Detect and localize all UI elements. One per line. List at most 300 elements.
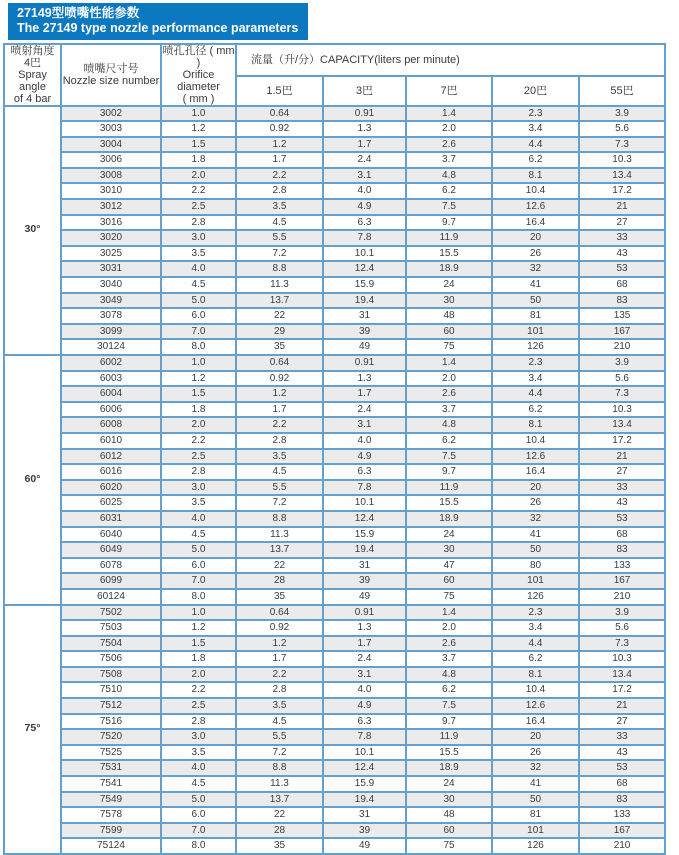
- capacity-value-cell: 75: [406, 339, 492, 355]
- capacity-value-cell: 26: [492, 745, 579, 761]
- table-row: [4, 417, 665, 433]
- table-row: [4, 106, 665, 122]
- capacity-value-cell: 41: [492, 277, 579, 293]
- capacity-value-cell: 7.5: [406, 449, 492, 465]
- nozzle-size-cell: 6003: [61, 371, 161, 387]
- nozzle-size-cell: 7549: [61, 792, 161, 808]
- capacity-value-cell: 50: [492, 792, 579, 808]
- orifice-diameter-cell: 3.0: [161, 480, 236, 496]
- capacity-value-cell: 39: [323, 324, 406, 340]
- capacity-value-cell: 1.7: [236, 402, 323, 418]
- table-row: [4, 183, 665, 199]
- orifice-diameter-cell: 6.0: [161, 558, 236, 574]
- capacity-value-cell: 6.3: [323, 215, 406, 231]
- table-row: [4, 729, 665, 745]
- header-pressure-3bar: 3巴: [323, 76, 406, 106]
- table-row: [4, 714, 665, 730]
- capacity-value-cell: 17.2: [579, 682, 665, 698]
- table-row: [4, 527, 665, 543]
- capacity-value-cell: 33: [579, 480, 665, 496]
- capacity-value-cell: 43: [579, 745, 665, 761]
- capacity-value-cell: 48: [406, 308, 492, 324]
- orifice-diameter-cell: 7.0: [161, 823, 236, 839]
- capacity-value-cell: 13.7: [236, 542, 323, 558]
- capacity-value-cell: 15.5: [406, 495, 492, 511]
- orifice-diameter-cell: 2.0: [161, 168, 236, 184]
- nozzle-size-cell: 7502: [61, 605, 161, 621]
- page-title: [8, 3, 308, 40]
- table-row: [4, 698, 665, 714]
- capacity-value-cell: 0.92: [236, 371, 323, 387]
- capacity-value-cell: 2.4: [323, 651, 406, 667]
- capacity-value-cell: 2.4: [323, 402, 406, 418]
- capacity-value-cell: 1.7: [323, 636, 406, 652]
- table-row: [4, 199, 665, 215]
- table-row: [4, 464, 665, 480]
- nozzle-size-cell: 30124: [61, 339, 161, 355]
- nozzle-size-cell: 6078: [61, 558, 161, 574]
- capacity-value-cell: 4.0: [323, 682, 406, 698]
- capacity-value-cell: 39: [323, 823, 406, 839]
- capacity-value-cell: 126: [492, 589, 579, 605]
- header-pressure-7bar: 7巴: [406, 76, 492, 106]
- orifice-diameter-cell: 1.5: [161, 386, 236, 402]
- capacity-value-cell: 2.3: [492, 355, 579, 371]
- table-row: [4, 792, 665, 808]
- nozzle-size-cell: 7516: [61, 714, 161, 730]
- capacity-value-cell: 2.8: [236, 433, 323, 449]
- page-title-cn: 27149型喷嘴性能参数: [17, 6, 298, 21]
- table-row: [4, 277, 665, 293]
- nozzle-size-cell: 3003: [61, 121, 161, 137]
- capacity-value-cell: 1.3: [323, 371, 406, 387]
- header-spray-angle: 喷射角度 4巴 Spray angle of 4 bar: [4, 44, 61, 106]
- table-row: [4, 449, 665, 465]
- table-row: [4, 480, 665, 496]
- capacity-value-cell: 75: [406, 589, 492, 605]
- table-header: [4, 44, 665, 106]
- capacity-value-cell: 1.7: [323, 386, 406, 402]
- capacity-value-cell: 11.9: [406, 230, 492, 246]
- capacity-value-cell: 1.2: [236, 636, 323, 652]
- capacity-value-cell: 7.2: [236, 745, 323, 761]
- table-row: [4, 745, 665, 761]
- capacity-value-cell: 2.8: [236, 682, 323, 698]
- capacity-value-cell: 18.9: [406, 261, 492, 277]
- capacity-value-cell: 32: [492, 511, 579, 527]
- capacity-value-cell: 210: [579, 838, 665, 854]
- table-row: [4, 152, 665, 168]
- capacity-value-cell: 0.91: [323, 106, 406, 122]
- capacity-value-cell: 27: [579, 215, 665, 231]
- capacity-value-cell: 5.5: [236, 729, 323, 745]
- capacity-value-cell: 41: [492, 776, 579, 792]
- capacity-value-cell: 68: [579, 527, 665, 543]
- nozzle-size-cell: 7599: [61, 823, 161, 839]
- capacity-value-cell: 16.4: [492, 464, 579, 480]
- page-title-en: The 27149 type nozzle performance parameters: [17, 21, 298, 36]
- capacity-value-cell: 1.4: [406, 605, 492, 621]
- capacity-value-cell: 7.3: [579, 386, 665, 402]
- capacity-value-cell: 3.1: [323, 168, 406, 184]
- capacity-value-cell: 7.3: [579, 137, 665, 153]
- nozzle-size-cell: 7504: [61, 636, 161, 652]
- capacity-value-cell: 4.5: [236, 714, 323, 730]
- capacity-value-cell: 53: [579, 760, 665, 776]
- capacity-value-cell: 4.8: [406, 417, 492, 433]
- capacity-value-cell: 12.4: [323, 261, 406, 277]
- capacity-value-cell: 1.4: [406, 106, 492, 122]
- capacity-value-cell: 11.3: [236, 277, 323, 293]
- table-row: [4, 589, 665, 605]
- capacity-value-cell: 4.5: [236, 215, 323, 231]
- capacity-value-cell: 53: [579, 511, 665, 527]
- table-row: [4, 386, 665, 402]
- nozzle-size-cell: 3016: [61, 215, 161, 231]
- nozzle-size-cell: 6012: [61, 449, 161, 465]
- capacity-value-cell: 16.4: [492, 215, 579, 231]
- orifice-diameter-cell: 4.5: [161, 277, 236, 293]
- orifice-diameter-cell: 2.2: [161, 183, 236, 199]
- nozzle-size-cell: 6006: [61, 402, 161, 418]
- capacity-value-cell: 49: [323, 339, 406, 355]
- nozzle-size-cell: 7578: [61, 807, 161, 823]
- capacity-value-cell: 3.9: [579, 605, 665, 621]
- table-row: [4, 807, 665, 823]
- nozzle-size-cell: 3078: [61, 308, 161, 324]
- orifice-diameter-cell: 4.0: [161, 261, 236, 277]
- capacity-value-cell: 13.4: [579, 667, 665, 683]
- table-row: [4, 620, 665, 636]
- capacity-value-cell: 26: [492, 246, 579, 262]
- table-row: [4, 823, 665, 839]
- nozzle-size-cell: 3010: [61, 183, 161, 199]
- capacity-value-cell: 19.4: [323, 542, 406, 558]
- capacity-value-cell: 68: [579, 277, 665, 293]
- orifice-diameter-cell: 2.8: [161, 714, 236, 730]
- nozzle-size-cell: 6025: [61, 495, 161, 511]
- capacity-value-cell: 15.5: [406, 246, 492, 262]
- capacity-value-cell: 7.3: [579, 636, 665, 652]
- capacity-value-cell: 68: [579, 776, 665, 792]
- orifice-diameter-cell: 2.0: [161, 417, 236, 433]
- capacity-value-cell: 167: [579, 573, 665, 589]
- capacity-value-cell: 210: [579, 589, 665, 605]
- capacity-value-cell: 3.5: [236, 449, 323, 465]
- capacity-value-cell: 1.3: [323, 620, 406, 636]
- capacity-value-cell: 17.2: [579, 183, 665, 199]
- orifice-diameter-cell: 8.0: [161, 838, 236, 854]
- capacity-value-cell: 6.2: [406, 433, 492, 449]
- capacity-value-cell: 50: [492, 293, 579, 309]
- capacity-value-cell: 2.0: [406, 371, 492, 387]
- capacity-value-cell: 0.64: [236, 106, 323, 122]
- nozzle-size-cell: 3008: [61, 168, 161, 184]
- capacity-value-cell: 2.2: [236, 168, 323, 184]
- capacity-value-cell: 21: [579, 449, 665, 465]
- table-row: [4, 636, 665, 652]
- capacity-value-cell: 8.1: [492, 417, 579, 433]
- capacity-value-cell: 10.4: [492, 433, 579, 449]
- capacity-value-cell: 33: [579, 729, 665, 745]
- table-row: [4, 558, 665, 574]
- capacity-value-cell: 2.6: [406, 636, 492, 652]
- orifice-diameter-cell: 1.8: [161, 651, 236, 667]
- orifice-diameter-cell: 2.5: [161, 698, 236, 714]
- capacity-value-cell: 3.9: [579, 106, 665, 122]
- capacity-value-cell: 6.2: [492, 402, 579, 418]
- nozzle-size-cell: 7506: [61, 651, 161, 667]
- capacity-value-cell: 1.7: [236, 152, 323, 168]
- nozzle-size-cell: 3020: [61, 230, 161, 246]
- capacity-value-cell: 0.91: [323, 355, 406, 371]
- capacity-value-cell: 21: [579, 698, 665, 714]
- capacity-value-cell: 17.2: [579, 433, 665, 449]
- capacity-value-cell: 10.1: [323, 495, 406, 511]
- capacity-value-cell: 6.2: [492, 651, 579, 667]
- table-row: [4, 776, 665, 792]
- table-row: [4, 667, 665, 683]
- table-row: [4, 605, 665, 621]
- capacity-value-cell: 1.7: [323, 137, 406, 153]
- capacity-value-cell: 4.0: [323, 433, 406, 449]
- nozzle-size-cell: 7508: [61, 667, 161, 683]
- capacity-value-cell: 18.9: [406, 760, 492, 776]
- capacity-value-cell: 24: [406, 277, 492, 293]
- table-row: [4, 168, 665, 184]
- capacity-value-cell: 19.4: [323, 792, 406, 808]
- table-row: [4, 542, 665, 558]
- nozzle-size-cell: 7541: [61, 776, 161, 792]
- capacity-value-cell: 1.2: [236, 137, 323, 153]
- capacity-value-cell: 7.8: [323, 230, 406, 246]
- nozzle-size-cell: 3031: [61, 261, 161, 277]
- capacity-value-cell: 33: [579, 230, 665, 246]
- capacity-value-cell: 6.2: [406, 183, 492, 199]
- capacity-value-cell: 3.1: [323, 667, 406, 683]
- spray-angle-cell: 30°: [4, 106, 61, 356]
- nozzle-size-cell: 6020: [61, 480, 161, 496]
- header-pressure-1-5bar: 1.5巴: [236, 76, 323, 106]
- capacity-value-cell: 49: [323, 838, 406, 854]
- capacity-value-cell: 6.3: [323, 714, 406, 730]
- capacity-value-cell: 12.6: [492, 698, 579, 714]
- nozzle-size-cell: 6004: [61, 386, 161, 402]
- capacity-value-cell: 5.5: [236, 480, 323, 496]
- orifice-diameter-cell: 7.0: [161, 573, 236, 589]
- orifice-diameter-cell: 2.8: [161, 464, 236, 480]
- nozzle-size-cell: 3049: [61, 293, 161, 309]
- capacity-value-cell: 5.6: [579, 121, 665, 137]
- spray-angle-cell: 60°: [4, 355, 61, 605]
- orifice-diameter-cell: 4.5: [161, 776, 236, 792]
- capacity-value-cell: 13.7: [236, 792, 323, 808]
- capacity-value-cell: 22: [236, 308, 323, 324]
- capacity-value-cell: 10.3: [579, 402, 665, 418]
- capacity-value-cell: 5.6: [579, 620, 665, 636]
- orifice-diameter-cell: 2.5: [161, 449, 236, 465]
- capacity-value-cell: 60: [406, 573, 492, 589]
- orifice-diameter-cell: 7.0: [161, 324, 236, 340]
- header-nozzle-size: 喷嘴尺寸号 Nozzle size number: [61, 44, 161, 106]
- capacity-value-cell: 81: [492, 308, 579, 324]
- capacity-value-cell: 2.4: [323, 152, 406, 168]
- capacity-value-cell: 7.5: [406, 199, 492, 215]
- capacity-value-cell: 13.4: [579, 417, 665, 433]
- capacity-value-cell: 2.0: [406, 121, 492, 137]
- capacity-value-cell: 7.2: [236, 495, 323, 511]
- table-row: [4, 246, 665, 262]
- capacity-value-cell: 43: [579, 246, 665, 262]
- nozzle-size-cell: 7510: [61, 682, 161, 698]
- nozzle-size-cell: 7512: [61, 698, 161, 714]
- nozzle-size-cell: 3040: [61, 277, 161, 293]
- capacity-value-cell: 12.4: [323, 511, 406, 527]
- table-row: [4, 261, 665, 277]
- capacity-value-cell: 2.6: [406, 386, 492, 402]
- nozzle-performance-table: [3, 43, 666, 855]
- capacity-value-cell: 75: [406, 838, 492, 854]
- capacity-value-cell: 135: [579, 308, 665, 324]
- capacity-value-cell: 47: [406, 558, 492, 574]
- capacity-value-cell: 3.4: [492, 620, 579, 636]
- capacity-value-cell: 8.8: [236, 511, 323, 527]
- capacity-value-cell: 32: [492, 261, 579, 277]
- nozzle-size-cell: 7520: [61, 729, 161, 745]
- capacity-value-cell: 30: [406, 542, 492, 558]
- table-row: [4, 293, 665, 309]
- nozzle-size-cell: 6099: [61, 573, 161, 589]
- capacity-value-cell: 13.7: [236, 293, 323, 309]
- capacity-value-cell: 3.4: [492, 121, 579, 137]
- capacity-value-cell: 48: [406, 807, 492, 823]
- capacity-value-cell: 4.8: [406, 168, 492, 184]
- capacity-value-cell: 10.3: [579, 651, 665, 667]
- capacity-value-cell: 35: [236, 589, 323, 605]
- capacity-value-cell: 20: [492, 230, 579, 246]
- capacity-value-cell: 2.6: [406, 137, 492, 153]
- nozzle-size-cell: 6031: [61, 511, 161, 527]
- table-row: [4, 121, 665, 137]
- header-capacity: 流量（升/分）CAPACITY(liters per minute): [236, 44, 665, 76]
- orifice-diameter-cell: 5.0: [161, 792, 236, 808]
- orifice-diameter-cell: 3.0: [161, 729, 236, 745]
- table-row: [4, 215, 665, 231]
- capacity-value-cell: 167: [579, 823, 665, 839]
- capacity-value-cell: 35: [236, 838, 323, 854]
- nozzle-size-cell: 6040: [61, 527, 161, 543]
- table-body: [4, 106, 665, 855]
- capacity-value-cell: 11.3: [236, 776, 323, 792]
- capacity-value-cell: 3.4: [492, 371, 579, 387]
- table-row: [4, 230, 665, 246]
- capacity-value-cell: 12.6: [492, 199, 579, 215]
- table-row: [4, 760, 665, 776]
- capacity-value-cell: 6.3: [323, 464, 406, 480]
- capacity-value-cell: 133: [579, 558, 665, 574]
- orifice-diameter-cell: 1.8: [161, 152, 236, 168]
- capacity-value-cell: 22: [236, 558, 323, 574]
- orifice-diameter-cell: 3.0: [161, 230, 236, 246]
- capacity-value-cell: 7.8: [323, 729, 406, 745]
- capacity-value-cell: 4.5: [236, 464, 323, 480]
- capacity-value-cell: 3.7: [406, 402, 492, 418]
- nozzle-size-cell: 3099: [61, 324, 161, 340]
- capacity-value-cell: 15.9: [323, 277, 406, 293]
- capacity-value-cell: 83: [579, 792, 665, 808]
- orifice-diameter-cell: 4.0: [161, 760, 236, 776]
- capacity-value-cell: 49: [323, 589, 406, 605]
- nozzle-size-cell: 6008: [61, 417, 161, 433]
- capacity-value-cell: 15.9: [323, 527, 406, 543]
- nozzle-size-cell: 7525: [61, 745, 161, 761]
- capacity-value-cell: 80: [492, 558, 579, 574]
- capacity-value-cell: 27: [579, 464, 665, 480]
- capacity-value-cell: 1.7: [236, 651, 323, 667]
- capacity-value-cell: 10.1: [323, 745, 406, 761]
- orifice-diameter-cell: 3.5: [161, 745, 236, 761]
- capacity-value-cell: 2.3: [492, 605, 579, 621]
- capacity-value-cell: 101: [492, 573, 579, 589]
- capacity-value-cell: 10.4: [492, 682, 579, 698]
- orifice-diameter-cell: 1.0: [161, 106, 236, 122]
- capacity-value-cell: 30: [406, 792, 492, 808]
- capacity-value-cell: 126: [492, 339, 579, 355]
- nozzle-size-cell: 3012: [61, 199, 161, 215]
- capacity-value-cell: 15.5: [406, 745, 492, 761]
- capacity-value-cell: 28: [236, 823, 323, 839]
- capacity-value-cell: 3.7: [406, 651, 492, 667]
- capacity-value-cell: 7.8: [323, 480, 406, 496]
- orifice-diameter-cell: 4.5: [161, 527, 236, 543]
- orifice-diameter-cell: 8.0: [161, 589, 236, 605]
- table-row: [4, 682, 665, 698]
- capacity-value-cell: 101: [492, 823, 579, 839]
- capacity-value-cell: 5.6: [579, 371, 665, 387]
- nozzle-size-cell: 3006: [61, 152, 161, 168]
- capacity-value-cell: 210: [579, 339, 665, 355]
- table-row: [4, 495, 665, 511]
- table-row: [4, 137, 665, 153]
- capacity-value-cell: 10.1: [323, 246, 406, 262]
- nozzle-size-cell: 3004: [61, 137, 161, 153]
- capacity-value-cell: 1.4: [406, 355, 492, 371]
- orifice-diameter-cell: 1.8: [161, 402, 236, 418]
- table-row: [4, 339, 665, 355]
- capacity-value-cell: 6.2: [492, 152, 579, 168]
- capacity-value-cell: 10.3: [579, 152, 665, 168]
- table-row: [4, 433, 665, 449]
- table-row: [4, 371, 665, 387]
- nozzle-size-cell: 75124: [61, 838, 161, 854]
- capacity-value-cell: 12.4: [323, 760, 406, 776]
- capacity-value-cell: 16.4: [492, 714, 579, 730]
- nozzle-size-cell: 6010: [61, 433, 161, 449]
- orifice-diameter-cell: 1.2: [161, 620, 236, 636]
- capacity-value-cell: 11.9: [406, 480, 492, 496]
- capacity-value-cell: 8.8: [236, 760, 323, 776]
- nozzle-size-cell: 7503: [61, 620, 161, 636]
- capacity-value-cell: 12.6: [492, 449, 579, 465]
- header-orifice-diameter: 喷孔孔径 ( mm ) Orifice diameter ( mm ): [161, 44, 236, 106]
- spray-angle-cell: 75°: [4, 605, 61, 855]
- orifice-diameter-cell: 8.0: [161, 339, 236, 355]
- capacity-value-cell: 9.7: [406, 215, 492, 231]
- capacity-value-cell: 4.4: [492, 137, 579, 153]
- capacity-value-cell: 133: [579, 807, 665, 823]
- capacity-value-cell: 1.2: [236, 386, 323, 402]
- capacity-value-cell: 13.4: [579, 168, 665, 184]
